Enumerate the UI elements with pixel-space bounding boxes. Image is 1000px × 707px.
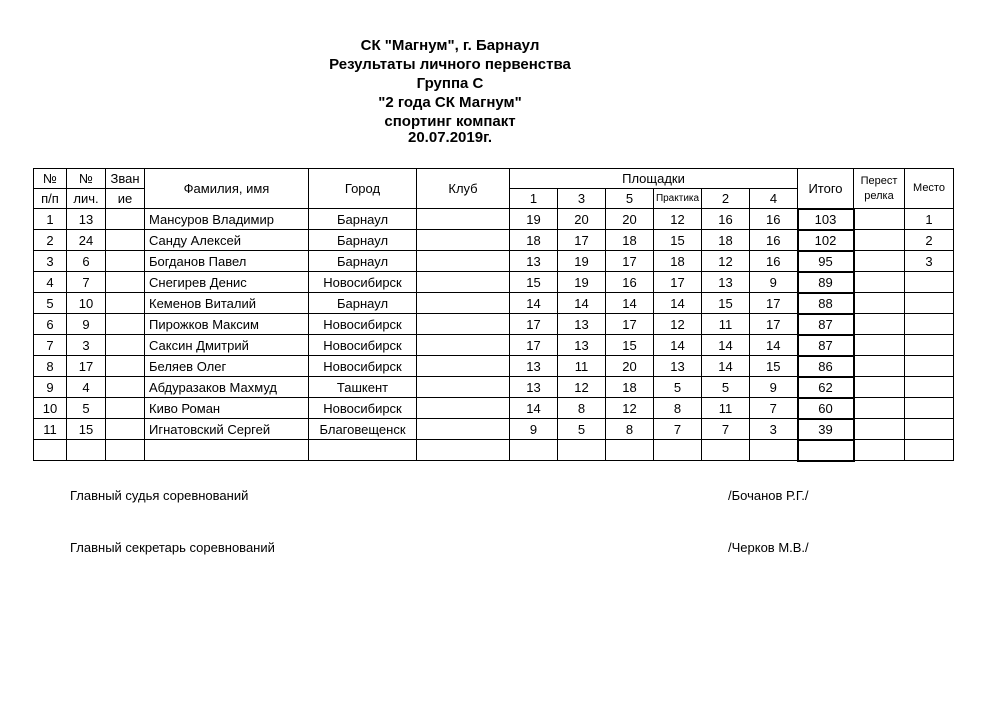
empty-city-cell (309, 440, 417, 461)
practice-score-cell: 18 (654, 251, 702, 272)
table-row (34, 272, 954, 293)
col-name-header: Фамилия, имя (145, 169, 309, 209)
practice-score-cell: 7 (654, 419, 702, 440)
discipline-line: спортинг компакт (384, 113, 516, 130)
area2-score-cell: 11 (702, 398, 750, 419)
col-practice-header: Практика (654, 189, 702, 209)
area2-score-cell: 12 (702, 251, 750, 272)
rank-cell (106, 356, 145, 377)
area3-score-cell: 19 (558, 272, 606, 293)
row-number-cell: 4 (34, 272, 67, 293)
area4-score-cell: 9 (750, 272, 798, 293)
area5-score-cell: 12 (606, 398, 654, 419)
license-number-cell: 24 (67, 230, 106, 251)
col-rank-header-bottom: ие (106, 189, 145, 209)
reshoot-cell (854, 356, 905, 377)
reshoot-header-bottom: релка (864, 189, 894, 202)
area1-score-cell: 13 (510, 356, 558, 377)
area1-score-cell: 15 (510, 272, 558, 293)
rank-cell (106, 272, 145, 293)
empty-area5-score-cell (606, 440, 654, 461)
license-number-cell: 17 (67, 356, 106, 377)
place-cell (905, 356, 954, 377)
table-row (34, 356, 954, 377)
place-cell (905, 314, 954, 335)
practice-score-cell: 17 (654, 272, 702, 293)
area2-score-cell: 16 (702, 209, 750, 230)
area4-score-cell: 16 (750, 251, 798, 272)
area4-score-cell: 9 (750, 377, 798, 398)
area3-score-cell: 13 (558, 335, 606, 356)
athlete-name-cell: Абдуразаков Махмуд (145, 377, 309, 398)
place-cell (905, 335, 954, 356)
col-area1-header: 1 (510, 189, 558, 209)
table-header-row (34, 169, 954, 189)
club-cell (417, 293, 510, 314)
city-cell: Новосибирск (309, 314, 417, 335)
empty-club-cell (417, 440, 510, 461)
athlete-name-cell: Киво Роман (145, 398, 309, 419)
group-line: Группа С (416, 75, 484, 92)
total-score-cell: 39 (798, 419, 854, 440)
col-area5-header: 5 (606, 189, 654, 209)
col-area3-header: 3 (558, 189, 606, 209)
area4-score-cell: 17 (750, 293, 798, 314)
athlete-name-cell: Игнатовский Сергей (145, 419, 309, 440)
rank-cell (106, 230, 145, 251)
col-lic-header-top: № (67, 169, 106, 189)
row-number-cell: 1 (34, 209, 67, 230)
area1-score-cell: 17 (510, 314, 558, 335)
area3-score-cell: 5 (558, 419, 606, 440)
license-number-cell: 6 (67, 251, 106, 272)
row-number-cell: 8 (34, 356, 67, 377)
empty-area3-score-cell (558, 440, 606, 461)
practice-score-cell: 12 (654, 314, 702, 335)
city-cell: Новосибирск (309, 272, 417, 293)
club-cell (417, 356, 510, 377)
row-number-cell: 2 (34, 230, 67, 251)
athlete-name-cell: Снегирев Денис (145, 272, 309, 293)
col-area2-header: 2 (702, 189, 750, 209)
event-date: 20.07.2019г. (408, 129, 492, 146)
total-score-cell: 102 (798, 230, 854, 251)
empty-row-number-cell (34, 440, 67, 461)
practice-score-cell: 15 (654, 230, 702, 251)
total-score-cell: 88 (798, 293, 854, 314)
area5-score-cell: 20 (606, 356, 654, 377)
event-name: "2 года СК Магнум" (378, 94, 522, 111)
area5-score-cell: 18 (606, 377, 654, 398)
city-cell: Новосибирск (309, 356, 417, 377)
city-cell: Благовещенск (309, 419, 417, 440)
empty-reshoot-cell (854, 440, 905, 461)
empty-table-row (34, 440, 954, 461)
col-rank-header-top: Зван (106, 169, 145, 189)
empty-rank-cell (106, 440, 145, 461)
secretary-name: /Черков М.В./ (728, 540, 809, 555)
area5-score-cell: 8 (606, 419, 654, 440)
club-cell (417, 209, 510, 230)
city-cell: Новосибирск (309, 335, 417, 356)
table-row (34, 377, 954, 398)
document-header (0, 36, 900, 145)
area4-score-cell: 7 (750, 398, 798, 419)
reshoot-cell (854, 230, 905, 251)
place-cell: 1 (905, 209, 954, 230)
club-cell (417, 398, 510, 419)
table-row (34, 251, 954, 272)
reshoot-cell (854, 377, 905, 398)
col-lic-header-bottom: лич. (67, 189, 106, 209)
area5-score-cell: 17 (606, 314, 654, 335)
rank-cell (106, 335, 145, 356)
athlete-name-cell: Саксин Дмитрий (145, 335, 309, 356)
col-reshoot-header (854, 169, 905, 209)
area4-score-cell: 17 (750, 314, 798, 335)
area2-score-cell: 11 (702, 314, 750, 335)
area5-score-cell: 17 (606, 251, 654, 272)
total-score-cell: 87 (798, 335, 854, 356)
area3-score-cell: 14 (558, 293, 606, 314)
place-cell (905, 272, 954, 293)
row-number-cell: 6 (34, 314, 67, 335)
row-number-cell: 5 (34, 293, 67, 314)
rank-cell (106, 251, 145, 272)
athlete-name-cell: Пирожков Максим (145, 314, 309, 335)
col-city-header: Город (309, 169, 417, 209)
area3-score-cell: 20 (558, 209, 606, 230)
empty-area2-score-cell (702, 440, 750, 461)
license-number-cell: 3 (67, 335, 106, 356)
rank-cell (106, 314, 145, 335)
city-cell: Барнаул (309, 251, 417, 272)
total-score-cell: 60 (798, 398, 854, 419)
table-row (34, 293, 954, 314)
total-score-cell: 87 (798, 314, 854, 335)
rank-cell (106, 377, 145, 398)
license-number-cell: 15 (67, 419, 106, 440)
area4-score-cell: 15 (750, 356, 798, 377)
table-row (34, 230, 954, 251)
city-cell: Барнаул (309, 209, 417, 230)
col-num-header-top: № (34, 169, 67, 189)
area2-score-cell: 7 (702, 419, 750, 440)
reshoot-header-top: Перест (860, 174, 898, 187)
empty-area1-score-cell (510, 440, 558, 461)
club-cell (417, 272, 510, 293)
place-cell (905, 419, 954, 440)
secretary-label: Главный секретарь соревнований (70, 540, 275, 555)
total-score-cell: 95 (798, 251, 854, 272)
place-cell (905, 398, 954, 419)
empty-total-score-cell (798, 440, 854, 461)
reshoot-cell (854, 251, 905, 272)
athlete-name-cell: Беляев Олег (145, 356, 309, 377)
row-number-cell: 7 (34, 335, 67, 356)
rank-cell (106, 293, 145, 314)
area2-score-cell: 14 (702, 335, 750, 356)
empty-athlete-name-cell (145, 440, 309, 461)
city-cell: Ташкент (309, 377, 417, 398)
rank-cell (106, 419, 145, 440)
table-row (34, 398, 954, 419)
total-score-cell: 89 (798, 272, 854, 293)
col-area4-header: 4 (750, 189, 798, 209)
area5-score-cell: 20 (606, 209, 654, 230)
empty-practice-score-cell (654, 440, 702, 461)
area1-score-cell: 19 (510, 209, 558, 230)
license-number-cell: 10 (67, 293, 106, 314)
area2-score-cell: 5 (702, 377, 750, 398)
athlete-name-cell: Санду Алексей (145, 230, 309, 251)
area4-score-cell: 16 (750, 209, 798, 230)
club-cell (417, 314, 510, 335)
area1-score-cell: 18 (510, 230, 558, 251)
club-cell (417, 377, 510, 398)
area3-score-cell: 13 (558, 314, 606, 335)
area5-score-cell: 16 (606, 272, 654, 293)
empty-area4-score-cell (750, 440, 798, 461)
area5-score-cell: 14 (606, 293, 654, 314)
license-number-cell: 4 (67, 377, 106, 398)
judge-name: /Бочанов Р.Г./ (728, 488, 809, 503)
practice-score-cell: 8 (654, 398, 702, 419)
col-club-header: Клуб (417, 169, 510, 209)
club-cell (417, 230, 510, 251)
area1-score-cell: 14 (510, 398, 558, 419)
results-table (33, 168, 954, 462)
practice-score-cell: 14 (654, 335, 702, 356)
reshoot-cell (854, 314, 905, 335)
place-cell (905, 377, 954, 398)
empty-license-number-cell (67, 440, 106, 461)
results-title: Результаты личного первенства (329, 56, 571, 73)
col-place-header: Место (905, 169, 954, 209)
table-row (34, 314, 954, 335)
reshoot-cell (854, 209, 905, 230)
rank-cell (106, 209, 145, 230)
reshoot-cell (854, 293, 905, 314)
area1-score-cell: 13 (510, 251, 558, 272)
table-row (34, 419, 954, 440)
row-number-cell: 10 (34, 398, 67, 419)
city-cell: Новосибирск (309, 398, 417, 419)
area4-score-cell: 16 (750, 230, 798, 251)
place-cell: 3 (905, 251, 954, 272)
results-body (34, 209, 954, 461)
reshoot-cell (854, 335, 905, 356)
rank-cell (106, 398, 145, 419)
area2-score-cell: 18 (702, 230, 750, 251)
area1-score-cell: 9 (510, 419, 558, 440)
area2-score-cell: 13 (702, 272, 750, 293)
reshoot-cell (854, 272, 905, 293)
row-number-cell: 11 (34, 419, 67, 440)
row-number-cell: 9 (34, 377, 67, 398)
area1-score-cell: 13 (510, 377, 558, 398)
athlete-name-cell: Богданов Павел (145, 251, 309, 272)
area5-score-cell: 18 (606, 230, 654, 251)
area1-score-cell: 14 (510, 293, 558, 314)
athlete-name-cell: Мансуров Владимир (145, 209, 309, 230)
place-cell (905, 293, 954, 314)
empty-place-cell (905, 440, 954, 461)
judge-label: Главный судья соревнований (70, 488, 249, 503)
area3-score-cell: 12 (558, 377, 606, 398)
area1-score-cell: 17 (510, 335, 558, 356)
col-areas-header: Площадки (510, 169, 798, 189)
total-score-cell: 86 (798, 356, 854, 377)
area3-score-cell: 8 (558, 398, 606, 419)
club-cell (417, 419, 510, 440)
area3-score-cell: 17 (558, 230, 606, 251)
club-cell (417, 335, 510, 356)
table-row (34, 209, 954, 230)
area2-score-cell: 15 (702, 293, 750, 314)
place-cell: 2 (905, 230, 954, 251)
club-cell (417, 251, 510, 272)
reshoot-cell (854, 398, 905, 419)
city-cell: Барнаул (309, 293, 417, 314)
practice-score-cell: 12 (654, 209, 702, 230)
area4-score-cell: 14 (750, 335, 798, 356)
col-num-header-bottom: п/п (34, 189, 67, 209)
practice-score-cell: 5 (654, 377, 702, 398)
organizer-line: СК "Магнум", г. Барнаул (360, 37, 540, 54)
total-score-cell: 103 (798, 209, 854, 230)
license-number-cell: 13 (67, 209, 106, 230)
license-number-cell: 5 (67, 398, 106, 419)
area2-score-cell: 14 (702, 356, 750, 377)
area3-score-cell: 19 (558, 251, 606, 272)
table-row (34, 335, 954, 356)
col-total-header: Итого (798, 169, 854, 209)
reshoot-cell (854, 419, 905, 440)
area4-score-cell: 3 (750, 419, 798, 440)
total-score-cell: 62 (798, 377, 854, 398)
license-number-cell: 9 (67, 314, 106, 335)
practice-score-cell: 13 (654, 356, 702, 377)
license-number-cell: 7 (67, 272, 106, 293)
area3-score-cell: 11 (558, 356, 606, 377)
practice-score-cell: 14 (654, 293, 702, 314)
area5-score-cell: 15 (606, 335, 654, 356)
city-cell: Барнаул (309, 230, 417, 251)
row-number-cell: 3 (34, 251, 67, 272)
athlete-name-cell: Кеменов Виталий (145, 293, 309, 314)
